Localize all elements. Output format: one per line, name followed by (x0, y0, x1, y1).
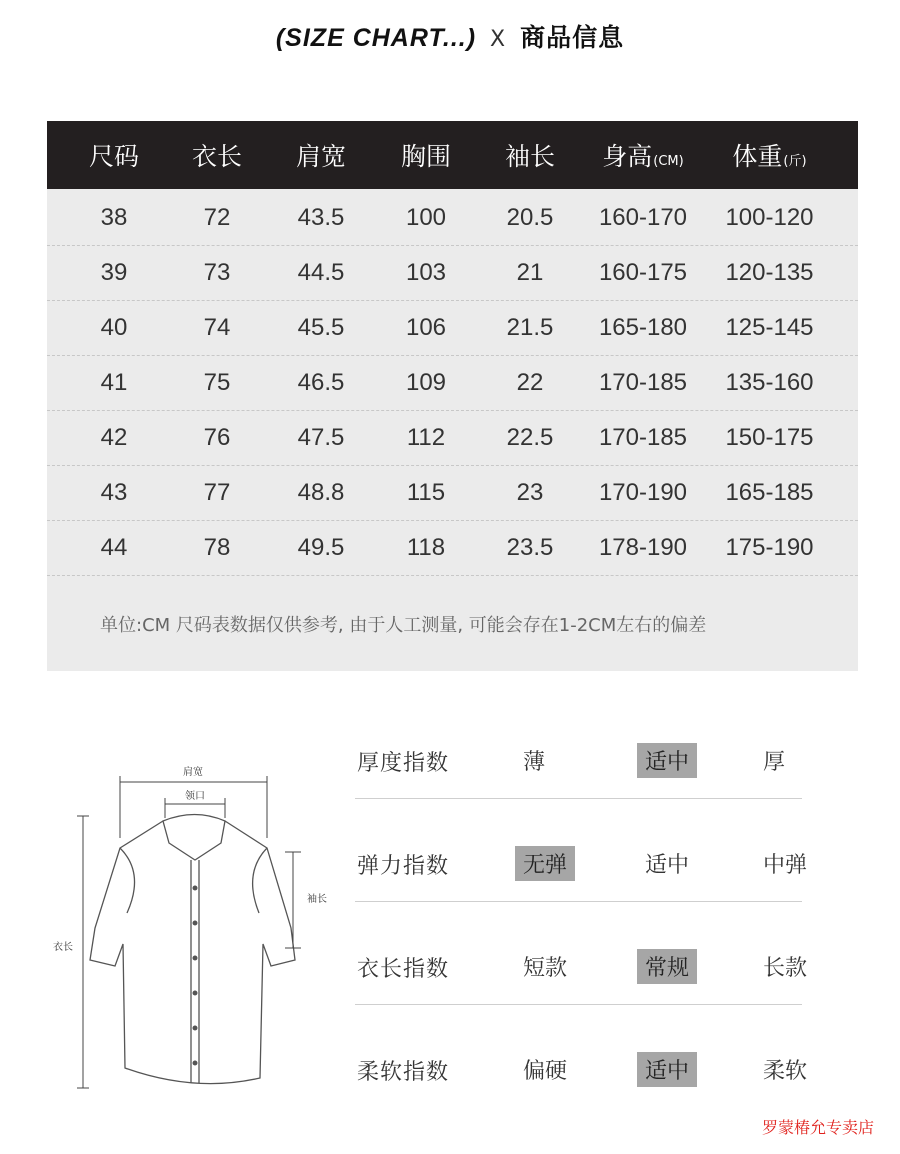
divider (355, 1004, 802, 1005)
table-cell: 23.5 (506, 534, 554, 561)
divider (355, 901, 802, 902)
fabric-index-panel (355, 730, 815, 1142)
header-sleeve: 袖长 (504, 142, 555, 171)
table-cell: 21 (516, 259, 544, 286)
table-cell: 165-185 (725, 479, 814, 506)
index-option-selected: 适中 (637, 1052, 697, 1087)
index-row (355, 936, 815, 1039)
table-row (47, 301, 858, 356)
table-cell: 41 (100, 369, 128, 396)
index-label: 柔软指数 (357, 1060, 450, 1085)
table-cell: 178-190 (598, 534, 688, 561)
index-option-selected: 适中 (637, 743, 697, 778)
table-cell: 44 (100, 534, 128, 561)
table-cell: 77 (203, 479, 231, 506)
index-row (355, 1039, 815, 1142)
table-cell: 78 (203, 534, 231, 561)
table-cell: 106 (405, 314, 447, 341)
header-size: 尺码 (88, 142, 139, 171)
index-label: 弹力指数 (357, 854, 450, 879)
index-option: 中弹 (763, 853, 808, 878)
table-cell: 74 (203, 314, 231, 341)
table-cell: 44.5 (297, 259, 345, 286)
table-cell: 23 (516, 479, 544, 506)
table-cell: 47.5 (297, 424, 345, 451)
table-row (47, 191, 858, 246)
table-row (47, 411, 858, 466)
table-cell: 38 (100, 204, 128, 231)
table-row (47, 246, 858, 301)
index-option-selected: 常规 (637, 949, 697, 984)
page-title (0, 18, 900, 54)
table-cell: 175-190 (725, 534, 814, 561)
header-shoulder: 肩宽 (295, 142, 346, 171)
table-cell: 165-180 (598, 314, 688, 341)
header-weight: 体重(斤) (732, 142, 807, 171)
table-header-row (47, 121, 858, 189)
table-cell: 49.5 (297, 534, 345, 561)
index-option-selected: 无弹 (515, 846, 575, 881)
table-cell: 112 (406, 424, 446, 451)
index-label: 厚度指数 (357, 751, 450, 776)
table-cell: 170-190 (598, 479, 688, 506)
table-cell: 160-175 (598, 259, 688, 286)
table-cell: 73 (203, 259, 231, 286)
index-label: 衣长指数 (357, 957, 450, 982)
length-label: 衣长 (53, 942, 73, 953)
header-length: 衣长 (191, 142, 242, 171)
store-name: 罗蒙椿允专卖店 (761, 1118, 874, 1137)
table-cell: 103 (405, 259, 447, 286)
table-cell: 39 (100, 259, 128, 286)
index-option: 薄 (523, 750, 546, 775)
table-cell: 46.5 (297, 369, 345, 396)
index-option: 厚 (763, 750, 786, 775)
table-cell: 43 (100, 479, 128, 506)
index-row (355, 730, 815, 833)
index-option: 柔软 (763, 1059, 808, 1084)
title-separator: X (490, 27, 507, 52)
table-row (47, 521, 858, 576)
index-option: 长款 (763, 956, 808, 981)
index-option: 偏硬 (523, 1059, 568, 1084)
collar-label: 领口 (185, 791, 205, 802)
table-cell: 135-160 (725, 369, 814, 396)
table-cell: 170-185 (598, 369, 688, 396)
index-row (355, 833, 815, 936)
sleeve-label: 袖长 (307, 894, 327, 905)
header-chest: 胸围 (400, 142, 451, 171)
table-cell: 75 (203, 369, 231, 396)
index-option: 适中 (645, 853, 690, 878)
table-body (47, 189, 858, 576)
table-cell: 48.8 (297, 479, 345, 506)
index-option: 短款 (523, 956, 568, 981)
shirt-outline (90, 821, 295, 1084)
table-row (47, 356, 858, 411)
table-cell: 100 (405, 204, 447, 231)
divider (355, 798, 802, 799)
shirt-diagram (45, 748, 345, 1108)
header-height: 身高(CM) (602, 142, 684, 171)
table-cell: 118 (406, 534, 446, 561)
table-cell: 22.5 (506, 424, 554, 451)
table-cell: 45.5 (297, 314, 345, 341)
title-chinese: 商品信息 (520, 23, 625, 52)
table-cell: 76 (203, 424, 231, 451)
table-cell: 21.5 (506, 314, 554, 341)
table-cell: 40 (100, 314, 128, 341)
table-cell: 20.5 (506, 204, 554, 231)
table-cell: 120-135 (725, 259, 814, 286)
title-english: (SIZE CHART...) (275, 24, 477, 52)
table-note: 单位:CM 尺码表数据仅供参考, 由于人工测量, 可能会存在1-2CM左右的偏差 (100, 615, 707, 636)
table-cell: 115 (406, 479, 446, 506)
table-cell: 109 (405, 369, 447, 396)
table-cell: 100-120 (725, 204, 814, 231)
table-cell: 22 (516, 369, 544, 396)
table-cell: 160-170 (598, 204, 688, 231)
table-row (47, 466, 858, 521)
table-cell: 170-185 (598, 424, 688, 451)
table-cell: 125-145 (725, 314, 814, 341)
table-cell: 43.5 (297, 204, 345, 231)
table-cell: 150-175 (725, 424, 814, 451)
table-cell: 72 (203, 204, 231, 231)
size-chart-table (47, 121, 858, 671)
table-cell: 42 (100, 424, 128, 451)
shoulder-label: 肩宽 (183, 767, 203, 778)
